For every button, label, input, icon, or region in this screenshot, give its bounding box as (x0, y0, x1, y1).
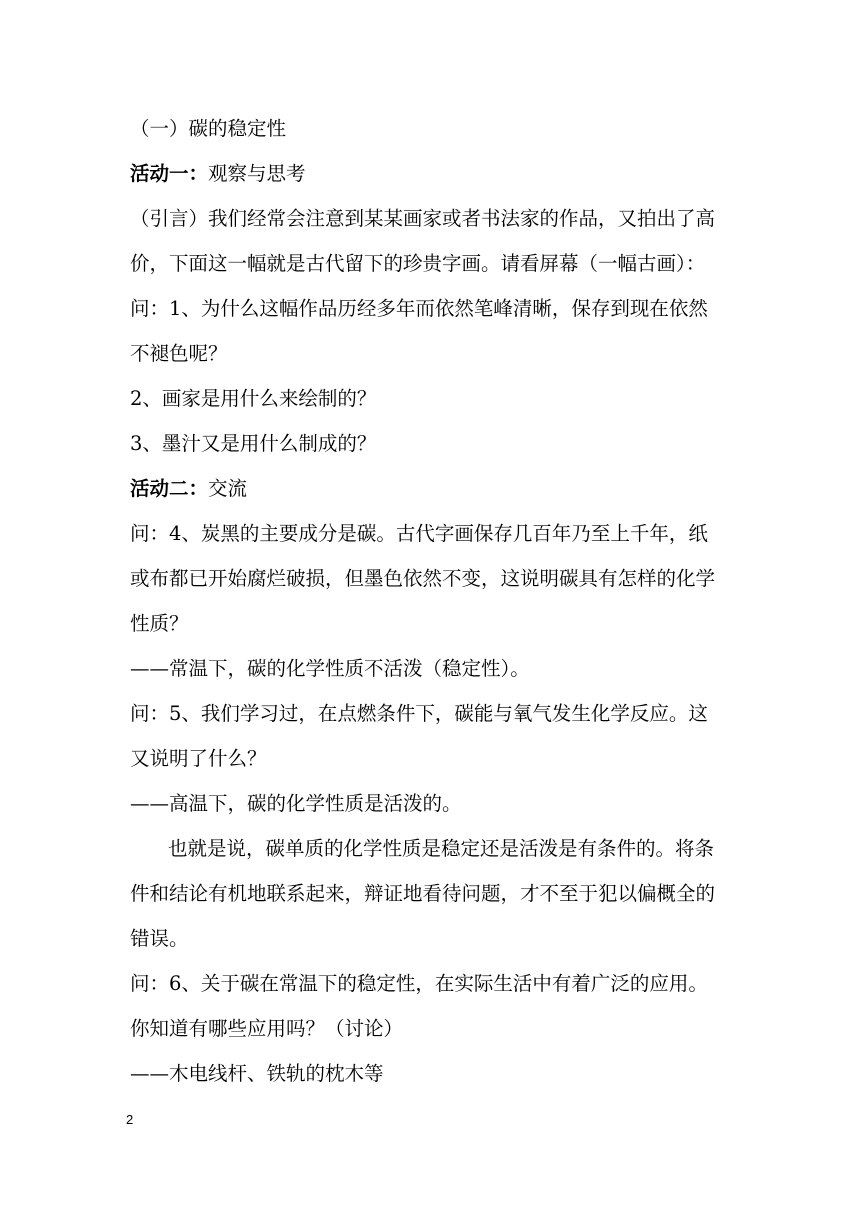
question-4-line-1: 问：4、炭黑的主要成分是碳。古代字画保存几百年乃至上千年，纸 (130, 522, 708, 545)
activity-two-line (130, 476, 740, 502)
activity-two-text: 交流 (208, 477, 248, 500)
summary-line-3: 错误。 (130, 927, 189, 950)
question-3: 3、墨汁又是用什么制成的？ (130, 432, 377, 455)
activity-one-label: 活动一： (130, 162, 209, 185)
activity-one-text: 观察与思考 (208, 162, 306, 185)
answer-5: ——高温下，碳的化学性质是活泼的。 (130, 792, 462, 815)
question-5-line-2: 又说明了什么？ (130, 747, 267, 770)
activity-two-label: 活动二： (130, 477, 209, 500)
activity-one-line (130, 161, 740, 187)
answer-6: ——木电线杆、铁轨的枕木等 (130, 1062, 384, 1085)
question-6-line-1: 问：6、关于碳在常温下的稳定性，在实际生活中有着广泛的应用。 (130, 972, 708, 995)
summary-line-2: 件和结论有机地联系起来，辩证地看待问题，才不至于犯以偏概全的 (130, 882, 716, 905)
intro-line-1: （引言）我们经常会注意到某某画家或者书法家的作品，又拍出了高 (130, 207, 716, 230)
question-1-line-2: 不褪色呢？ (130, 342, 228, 365)
intro-line-2: 价，下面这一幅就是古代留下的珍贵字画。请看屏幕（一幅古画）： (130, 252, 706, 275)
section-heading: （一）碳的稳定性 (130, 117, 287, 140)
question-4-line-2: 或布都已开始腐烂破损，但墨色依然不变，这说明碳具有怎样的化学 (130, 567, 716, 590)
page-number: 2 (126, 1112, 134, 1127)
question-5-line-1: 问：5、我们学习过，在点燃条件下，碳能与氧气发生化学反应。这 (130, 702, 708, 725)
question-4-line-3: 性质？ (130, 612, 189, 635)
question-6-line-2: 你知道有哪些应用吗？（讨论） (130, 1017, 404, 1040)
answer-4: ——常温下，碳的化学性质不活泼（稳定性）。 (130, 657, 530, 680)
summary-line-1: 也就是说，碳单质的化学性质是稳定还是活泼是有条件的。将条 (168, 837, 715, 860)
question-1-line-1: 问：1、为什么这幅作品历经多年而依然笔峰清晰，保存到现在依然 (130, 297, 708, 320)
question-2: 2、画家是用什么来绘制的？ (130, 387, 377, 410)
